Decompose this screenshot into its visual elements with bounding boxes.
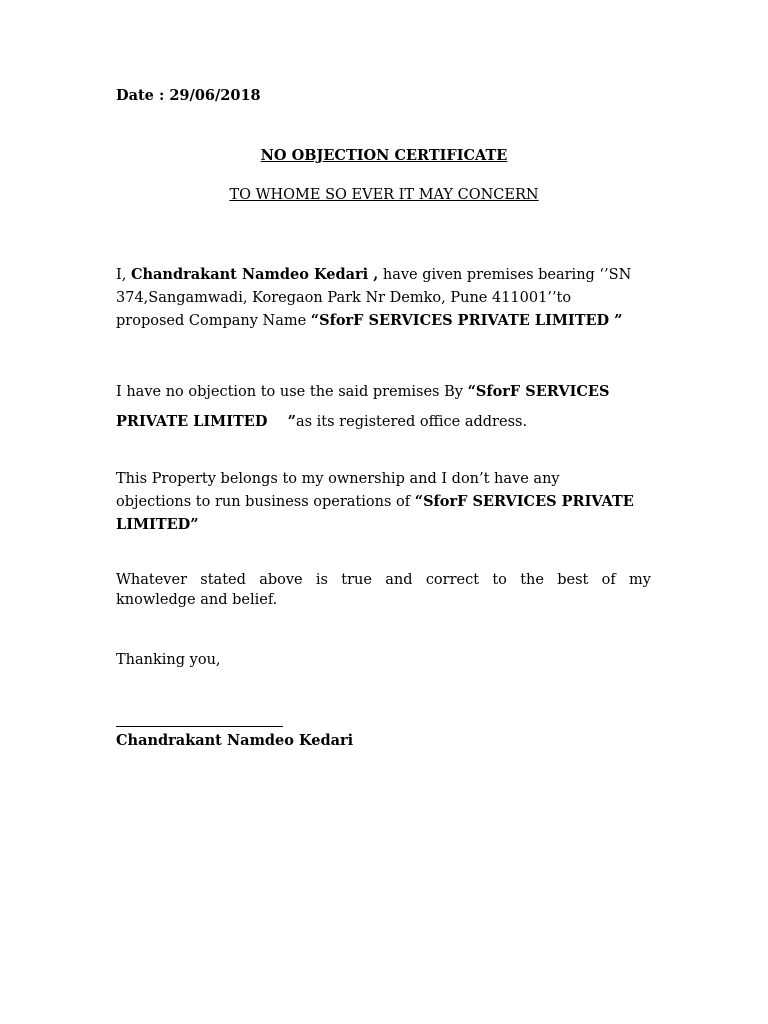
company-name: PRIVATE LIMITED ” — [116, 413, 296, 430]
para3-line1 — [116, 469, 560, 489]
company-name: “SforF SERVICES — [467, 383, 610, 400]
para3-line3 — [116, 515, 199, 535]
signatory-name — [116, 731, 353, 751]
para2-line2 — [116, 412, 527, 432]
document-subtitle — [0, 185, 768, 205]
para1-text: 374,Sangamwadi, Koregaon Park Nr Demko, Pune 411001’’to — [116, 290, 572, 306]
company-name: LIMITED” — [116, 516, 199, 533]
para4-text: knowledge and belief. — [116, 592, 278, 608]
subtitle-text: TO WHOME SO EVER IT MAY CONCERN — [229, 187, 539, 203]
title-text: NO OBJECTION CERTIFICATE — [260, 147, 508, 164]
para4-line1 — [116, 570, 651, 590]
para1-text: proposed Company Name — [116, 313, 311, 329]
date-line — [116, 86, 261, 106]
document-title — [0, 146, 768, 166]
closing-line — [116, 650, 221, 670]
signatory-text: Chandrakant Namdeo Kedari — [116, 732, 354, 749]
para1-line2 — [116, 288, 571, 308]
para2-text: I have no objection to use the said premises By — [116, 384, 468, 400]
para1-line1 — [116, 265, 631, 285]
closing-text: Thanking you, — [116, 652, 221, 668]
para3-line2 — [116, 492, 634, 512]
para2-line1 — [116, 382, 609, 402]
date-label: Date : — [116, 87, 170, 104]
owner-name: Chandrakant Namdeo Kedari , — [130, 266, 379, 283]
company-name: “SforF SERVICES PRIVATE LIMITED ” — [310, 312, 623, 329]
company-name: “SforF SERVICES PRIVATE — [414, 493, 634, 510]
signature-line — [116, 726, 283, 727]
para2-text: as its registered office address. — [295, 414, 528, 430]
para1-line3 — [116, 311, 623, 331]
para1-text: I, — [116, 267, 131, 283]
para3-text: This Property belongs to my ownership and I don’t have any — [116, 471, 560, 487]
para1-text: have given premises bearing ‘’SN — [378, 267, 632, 283]
para3-text: objections to run business operations of — [116, 494, 415, 510]
para4-text: Whatever stated above is true and correct to the best of my — [116, 572, 651, 588]
para4-line2 — [116, 590, 277, 610]
date-value: 29/06/2018 — [169, 87, 261, 104]
